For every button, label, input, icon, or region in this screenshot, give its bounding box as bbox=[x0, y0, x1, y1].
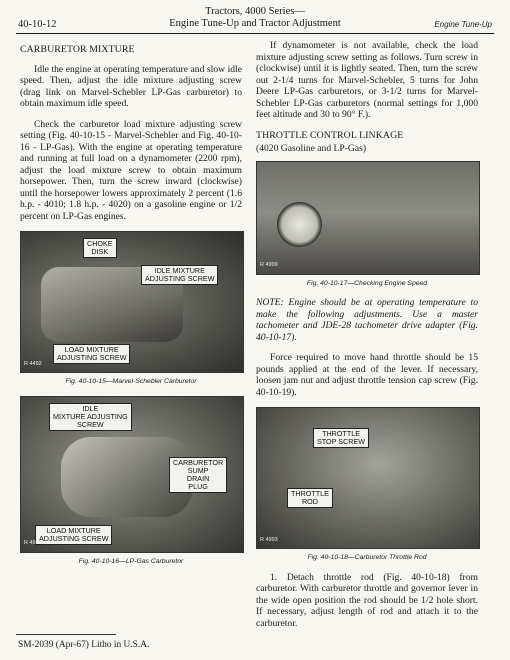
photo-plate-number: R 4999 bbox=[260, 262, 278, 268]
paragraph-hand-throttle-force: Force required to move hand throttle should be 15 pounds applied at the end of the lever. If necessary, loosen jam nut and adjust throttle tension cap screw (Fig. 40-10-19). bbox=[256, 352, 478, 398]
header-rule bbox=[16, 33, 494, 34]
paragraph-no-dynamometer: If dynamometer is not available, check the load mixture adjusting screw setting as follows. Turn screw in (clockwise) until it is lightly seated. Then, turn the screw out 2-1/4 turns for Marvel-Schebler, 5 turns for John Deere LP-Gas carburetors, or 3-1/2 turns for Marvel-Schebler LP-Gas carburetors (normal settings for 1,000 feet altitude and 30 to 90° F.). bbox=[256, 40, 478, 120]
caption-fig-40-10-15: Fig. 40-10-15—Marvel-Schebler Carburetor bbox=[65, 378, 197, 385]
left-column bbox=[20, 40, 242, 575]
caption-fig-40-10-18: Fig. 40-10-18—Carburetor Throttle Rod bbox=[307, 554, 427, 561]
caption-fig-40-10-17: Fig. 40-10-17—Checking Engine Speed bbox=[306, 279, 428, 287]
label-load-mixture-screw: LOAD MIXTURE ADJUSTING SCREW bbox=[53, 344, 130, 364]
footer-rule bbox=[16, 634, 116, 635]
label-load-mixture-screw: LOAD MIXTURE ADJUSTING SCREW bbox=[35, 525, 112, 545]
figure-40-10-15-photo bbox=[20, 231, 244, 373]
figure-40-10-18-photo bbox=[256, 407, 480, 549]
note-operating-temperature: NOTE: Engine should be at operating temperature to make the following adjustments. Use a master tachometer and JDE-28 tachometer drive adapter (Fig. 40-10-17). bbox=[256, 297, 478, 343]
label-choke-disk: CHOKE DISK bbox=[83, 238, 117, 258]
section-heading-throttle: THROTTLE CONTROL LINKAGE bbox=[256, 129, 404, 141]
label-idle-mixture-screw: IDLE MIXTURE ADJUSTING SCREW bbox=[141, 265, 218, 285]
figure-40-10-17-photo bbox=[256, 161, 480, 275]
section-subheading-throttle: (4020 Gasoline and LP-Gas) bbox=[256, 143, 367, 154]
figure-40-10-16-photo bbox=[20, 396, 244, 553]
page-header-title bbox=[120, 6, 390, 30]
paragraph-load-mixture: Check the carburetor load mixture adjusting screw setting (Fig. 40-10-15 - Marvel-Schebler and Fig. 40-10-16 - LP-Gas). With the engine at operating temperature and running at full load on a dynamometer (2200 rpm), adjust the load mixture screw to obtain maximum horsepower. Then, turn the screw inward (clockwise) until the horsepower lowers approximately 2 percent (1.6 h.p. - 4010; 1.8 h.p. - 4020) on a gasoline engine or 1/2 percent on LP-Gas engines. bbox=[20, 118, 242, 222]
label-throttle-stop-screw: THROTTLE STOP SCREW bbox=[313, 428, 369, 448]
section-heading-carburetor: CARBURETOR MIXTURE bbox=[20, 44, 135, 55]
photo-plate-number: R 4492 bbox=[24, 360, 42, 367]
footer-publication: SM-2039 (Apr-67) Litho in U.S.A. bbox=[18, 640, 150, 650]
label-throttle-rod: THROTTLE ROD bbox=[287, 488, 333, 508]
header-title-line1: Tractors, 4000 Series— bbox=[205, 6, 305, 17]
paragraph-detach-throttle-rod: 1. Detach throttle rod (Fig. 40-10-18) from carburetor. With carburetor throttle and governor lever in the wide open position the rod should be 1/2 hole short. If necessary, adjust length of rod and attach it to the carburetor. bbox=[256, 571, 478, 629]
header-title-line2: Engine Tune-Up and Tractor Adjustment bbox=[169, 18, 341, 29]
paragraph-idle-mixture: Idle the engine at operating temperature and slow idle speed. Then, adjust the idle mixture adjusting screw (drag link on Marvel-Schebler LP-Gas carburetor) to obtain maximum idle speed. bbox=[20, 63, 242, 109]
label-sump-drain-plug: CARBURETOR SUMP DRAIN PLUG bbox=[169, 457, 227, 493]
caption-fig-40-10-16: Fig. 40-10-16—LP-Gas Carburetor bbox=[78, 557, 184, 565]
right-column bbox=[256, 40, 478, 638]
section-name: Engine Tune-Up bbox=[434, 20, 492, 29]
photo-plate-number: R 4993 bbox=[260, 536, 278, 543]
page-number: 40-10-12 bbox=[18, 19, 57, 30]
photo-tachometer bbox=[277, 202, 322, 247]
photo-plate-number: R 4989 bbox=[24, 540, 42, 546]
label-idle-mixture-screw: IDLE MIXTURE ADJUSTING SCREW bbox=[49, 403, 132, 431]
